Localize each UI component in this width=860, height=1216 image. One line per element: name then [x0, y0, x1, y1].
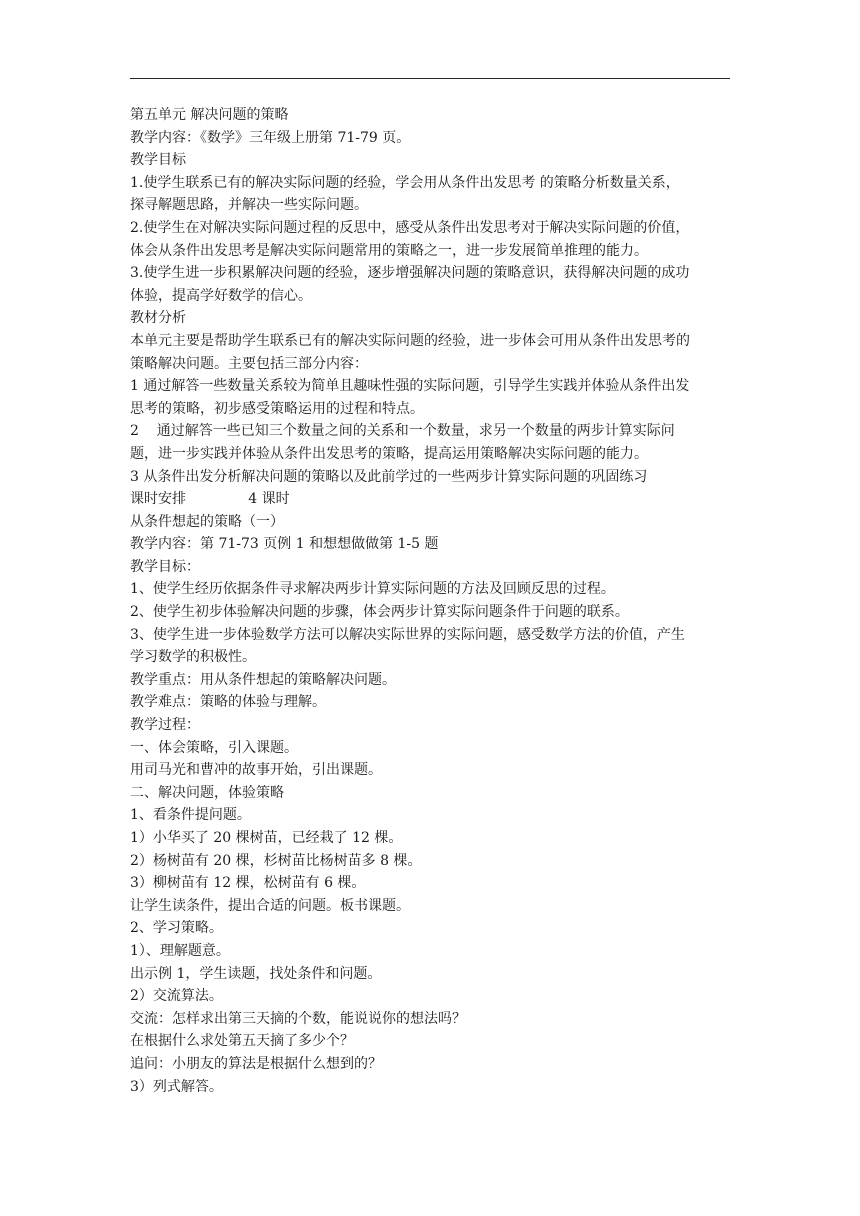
text-line: 探寻解题思路，并解决一些实际问题。: [130, 197, 368, 214]
text-line: 体验，提高学好数学的信心。: [130, 287, 312, 304]
section-heading: 教材分析: [130, 310, 186, 327]
text-line: 3.使学生进一步积累解决问题的经验，逐步增强解决问题的策略意识，获得解决问题的成功: [130, 265, 690, 282]
text-line: 课时安排 4 课时: [130, 491, 290, 508]
text-line: 2 通过解答一些已知三个数量之间的关系和一个数量，求另一个数量的两步计算实际问: [130, 423, 675, 440]
text-line: 教学难点：策略的体验与理解。: [130, 694, 326, 711]
text-line: 1）小华买了 20 棵树苗，已经栽了 12 棵。: [130, 830, 403, 846]
text-line: 1、使学生经历依据条件寻求解决两步计算实际问题的方法及回顾反思的过程。: [130, 581, 615, 598]
section-heading: 教学过程：: [130, 717, 200, 734]
text-line: 2.使学生在对解决实际问题过程的反思中，感受从条件出发思考对于解决实际问题的价值，: [130, 219, 690, 236]
unit-title: 第五单元 解决问题的策略: [130, 107, 289, 123]
text-line: 用司马光和曹冲的故事开始，引出课题。: [130, 762, 382, 779]
lesson-title: 从条件想起的策略（一）: [130, 513, 284, 530]
text-line: 思考的策略，初步感受策略运用的过程和特点。: [130, 400, 424, 417]
text-line: 学习数学的积极性。: [130, 649, 256, 666]
document-body: [130, 104, 730, 1098]
text-line: 二、解决问题，体验策略: [130, 784, 284, 801]
text-line: 2）杨树苗有 20 棵，杉树苗比杨树苗多 8 棵。: [130, 852, 422, 869]
text-line: 体会从条件出发思考是解决实际问题常用的策略之一，进一步发展简单推理的能力。: [130, 242, 648, 259]
text-line: 1 通过解答一些数量关系较为简单且趣味性强的实际问题，引导学生实践并体验从条件出发: [130, 378, 690, 395]
text-line: 追问：小朋友的算法是根据什么想到的？: [130, 1055, 382, 1072]
header-rule: [130, 78, 730, 79]
text-line: 出示例 1，学生读题，找处条件和问题。: [130, 965, 382, 982]
text-line: 2、学习策略。: [130, 920, 223, 937]
text-line: 1、看条件提问题。: [130, 807, 251, 824]
text-line: 1.使学生联系已有的解决实际问题的经验，学会用从条件出发思考 的策略分析数量关系，: [130, 174, 680, 191]
text-line: 题，进一步实践并体验从条件出发思考的策略，提高运用策略解决实际问题的能力。: [130, 445, 648, 462]
text-line: 3）柳树苗有 12 棵，松树苗有 6 棵。: [130, 875, 366, 892]
text-line: 教学内容：《数学》三年级上册第 71-79 页。: [130, 129, 411, 146]
text-line: 2）交流算法。: [130, 988, 223, 1005]
text-line: 一、体会策略，引入课题。: [130, 739, 298, 756]
section-heading: 教学目标：: [130, 558, 200, 575]
text-line: 教学重点：用从条件想起的策略解决问题。: [130, 671, 396, 688]
text-line: 让学生读条件，提出合适的问题。板书课题。: [130, 897, 410, 914]
text-line: 1）、理解题意。: [130, 942, 230, 959]
text-line: 在根据什么求处第五天摘了多少个？: [130, 1033, 354, 1050]
text-line: 3、使学生进一步体验数学方法可以解决实际世界的实际问题，感受数学方法的价值，产生: [130, 626, 685, 643]
text-line: 交流：怎样求出第三天摘的个数，能说说你的想法吗？: [130, 1010, 466, 1027]
text-line: 本单元主要是帮助学生联系已有的解决实际问题的经验，进一步体会可用从条件出发思考的: [130, 332, 690, 349]
section-heading: 教学目标: [130, 152, 186, 169]
text-line: 教学内容：第 71-73 页例 1 和想想做做第 1-5 题: [130, 536, 439, 553]
text-line: 2、使学生初步体验解决问题的步骤，体会两步计算实际问题条件于问题的联系。: [130, 604, 629, 621]
text-line: 3 从条件出发分析解决问题的策略以及此前学过的一些两步计算实际问题的巩固练习: [130, 468, 648, 485]
text-line: 3）列式解答。: [130, 1078, 223, 1095]
text-line: 策略解决问题。主要包括三部分内容：: [130, 355, 368, 372]
